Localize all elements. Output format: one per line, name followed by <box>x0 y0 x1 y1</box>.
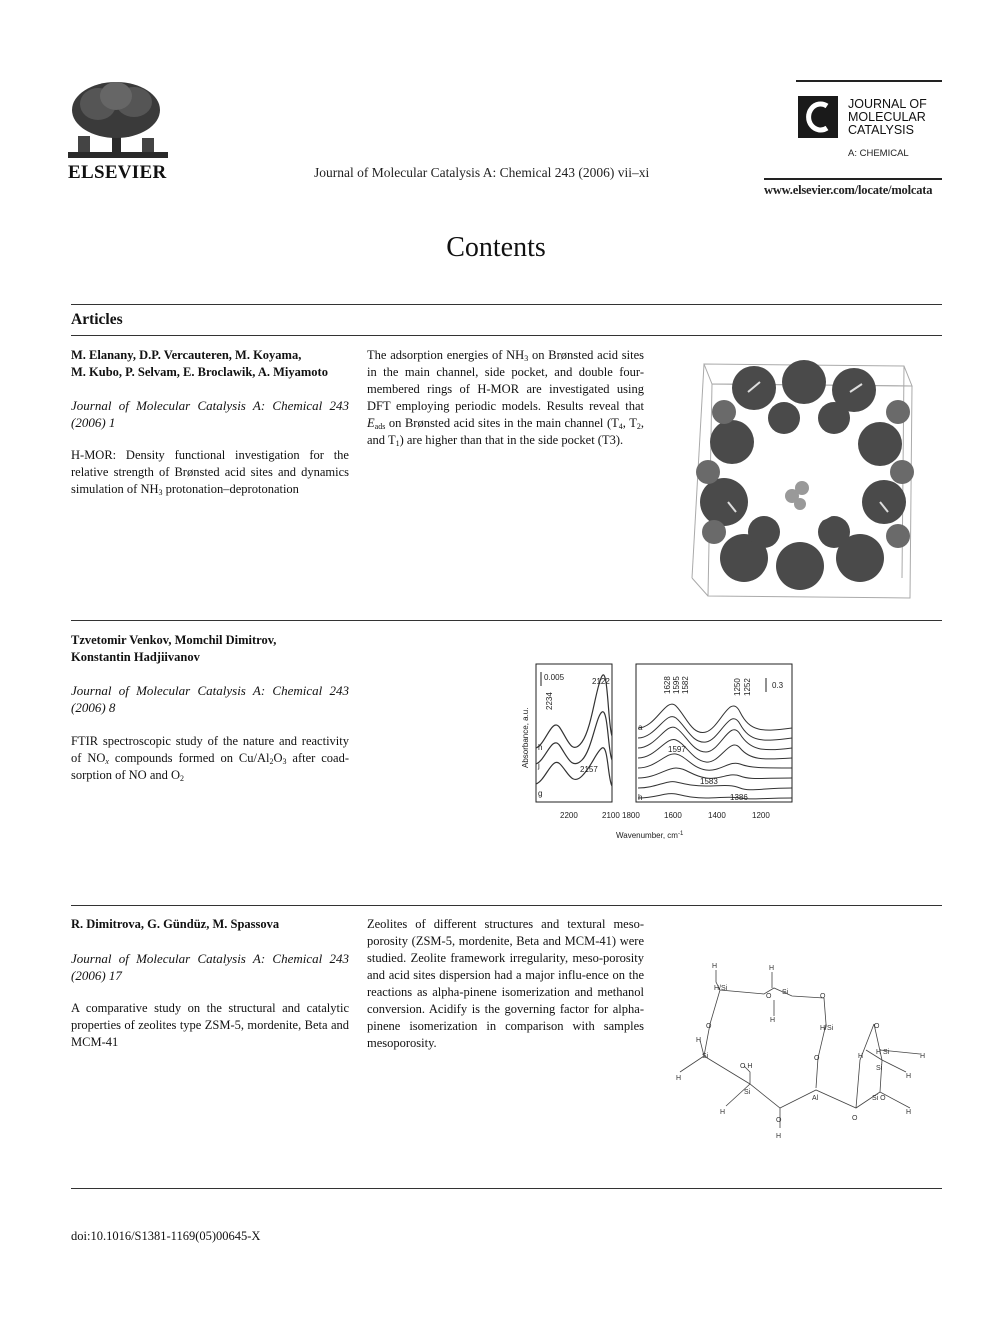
divider <box>71 304 942 305</box>
svg-text:H: H <box>776 1133 782 1140</box>
article-title[interactable]: A comparative study on the structural and catalytic properties of zeolites type ZSM-5, mordenite, Beta and MCM-41 <box>71 1001 349 1049</box>
article-citation[interactable]: Journal of Molecular Catalysis A: Chemical 243 (2006) 8 <box>71 683 349 715</box>
zeolite-cluster-figure <box>670 960 940 1140</box>
journal-c-icon <box>798 96 838 138</box>
svg-text:H: H <box>696 1037 702 1044</box>
journal-citation-line: Journal of Molecular Catalysis A: Chemical 243 (2006) vii–xi <box>314 165 650 180</box>
peak-label: 1252 <box>743 678 752 696</box>
svg-text:O: O <box>820 993 826 1000</box>
curve-label: h <box>538 743 543 752</box>
article-title[interactable]: FTIR spectroscopic study of the nature and reactivity of $NO_x$ compounds formed on $Cu/Al_2O_3$ after coad-sorption of NO and $O_2$ <box>71 734 350 783</box>
svg-text:O: O <box>814 1055 820 1062</box>
peak-label: 2122 <box>592 677 610 686</box>
svg-text:H/Si: H/Si <box>820 1025 834 1032</box>
svg-text:H: H <box>858 1053 864 1060</box>
svg-text:Si: Si <box>744 1089 751 1096</box>
svg-text:O H: O H <box>740 1063 753 1070</box>
tree-logo-icon <box>68 78 168 160</box>
curve-label: g <box>538 789 543 798</box>
svg-text:H: H <box>676 1075 682 1082</box>
right-scale-label: 0.3 <box>772 681 784 690</box>
peak-label: 1597 <box>668 745 686 754</box>
svg-text:O: O <box>766 993 772 1000</box>
peak-label: 1583 <box>700 777 718 786</box>
page-title: Contents <box>446 232 546 263</box>
logo-top-rule <box>796 80 942 82</box>
article-citation[interactable]: Journal of Molecular Catalysis A: Chemical 243 (2006) 17 <box>71 951 349 983</box>
x-tick: 1200 <box>752 811 770 820</box>
article-authors[interactable]: Tzvetomir Venkov, Momchil Dimitrov, Konstantin Hadjiivanov <box>71 633 277 664</box>
divider <box>71 335 942 336</box>
y-axis-label: Absorbance, a.u. <box>521 707 530 768</box>
atom-labels <box>676 963 925 1140</box>
article-authors[interactable]: M. Elanany, D.P. Vercauteren, M. Koyama, M. Kubo, P. Selvam, E. Broclawik, A. Miyamoto <box>71 348 328 379</box>
journal-logo-name: JOURNAL OF MOLECULAR CATALYSIS <box>848 97 927 137</box>
svg-text:H: H <box>712 963 718 970</box>
svg-text:Si: Si <box>782 989 789 996</box>
svg-text:H Si: H Si <box>876 1049 890 1056</box>
svg-text:O: O <box>706 1023 712 1030</box>
svg-text:Si: Si <box>702 1053 709 1060</box>
peak-label: 1250 <box>733 678 742 696</box>
section-heading: Articles <box>71 311 123 328</box>
ftir-spectra-figure <box>516 656 796 844</box>
elsevier-logo <box>68 78 168 183</box>
peak-label: 1582 <box>681 676 690 694</box>
svg-text:Si: Si <box>876 1065 883 1072</box>
divider <box>71 905 942 906</box>
divider <box>71 620 942 621</box>
x-tick: 1600 <box>664 811 682 820</box>
journal-logo <box>796 80 942 162</box>
peak-label: 1595 <box>672 676 681 694</box>
x-tick: 2100 <box>602 811 620 820</box>
doi-link[interactable]: doi:10.1016/S1381-1169(05)00645-X <box>71 1229 261 1243</box>
article-abstract: Zeolites of different structures and textural meso-porosity (ZSM-5, mordenite, Beta and MCM-41) were studied. Zeolite framework irregularity, meso-porosity and acid sites dispersion had a major influ-ence on the reactions as alpha-pinene isomerization and methanol conversion. Acidify is the governing factor for alpha-pinene isomerization in comparison with samples mesoporosity. <box>367 917 644 1050</box>
svg-text:H: H <box>906 1073 912 1080</box>
svg-text:H: H <box>720 1109 726 1116</box>
zeolite-framework-figure <box>684 352 920 602</box>
svg-text:O: O <box>852 1115 858 1122</box>
peak-label: 2234 <box>545 692 554 710</box>
elsevier-wordmark: ELSEVIER <box>68 162 167 183</box>
x-tick: 1800 <box>622 811 640 820</box>
left-scale-label: 0.005 <box>544 673 565 682</box>
peak-label: 1628 <box>663 676 672 694</box>
curve-label: j <box>538 761 540 770</box>
svg-text:H: H <box>920 1053 926 1060</box>
journal-logo-sub: A: CHEMICAL <box>848 148 909 159</box>
url-rule <box>764 178 942 180</box>
article-title[interactable]: H-MOR: Density functional investigation for the relative strength of Brønsted acid sites and dynamics simulation of $NH_3$ protonation–deprotonation <box>71 448 349 497</box>
journal-url-link[interactable]: www.elsevier.com/locate/molcata <box>764 183 933 197</box>
svg-text:O: O <box>874 1023 880 1030</box>
svg-text:Al: Al <box>812 1095 819 1102</box>
peak-label: 2157 <box>580 765 598 774</box>
x-tick: 2200 <box>560 811 578 820</box>
svg-text:H/Si: H/Si <box>714 985 728 992</box>
peak-label: 1386 <box>730 793 748 802</box>
x-tick: 1400 <box>708 811 726 820</box>
svg-text:H: H <box>769 965 775 972</box>
article-citation[interactable]: Journal of Molecular Catalysis A: Chemical 243 (2006) 1 <box>71 398 349 430</box>
curve-label: h <box>638 793 643 802</box>
divider <box>71 1188 942 1189</box>
svg-text:Si O: Si O <box>872 1095 886 1102</box>
article-authors[interactable]: R. Dimitrova, G. Gündüz, M. Spassova <box>71 917 280 931</box>
x-axis-label: Wavenumber, $cm^{-1}$ <box>616 831 684 840</box>
svg-text:H: H <box>906 1109 912 1116</box>
curve-label: a <box>638 723 643 732</box>
svg-text:H: H <box>770 1017 776 1024</box>
svg-text:O: O <box>776 1117 782 1124</box>
article-abstract: The adsorption energies of $NH_3$ on Brønsted acid sites in the main channel, side pocket, and double four-membered rings of H-MOR are investigated using DFT employing periodic models. Results reveal that $E_{ads}$ on Brønsted acid sites in the main channel ($T_4$, $T_2$, and $T_1$) are higher than that in the side pocket (T3). <box>367 348 644 448</box>
